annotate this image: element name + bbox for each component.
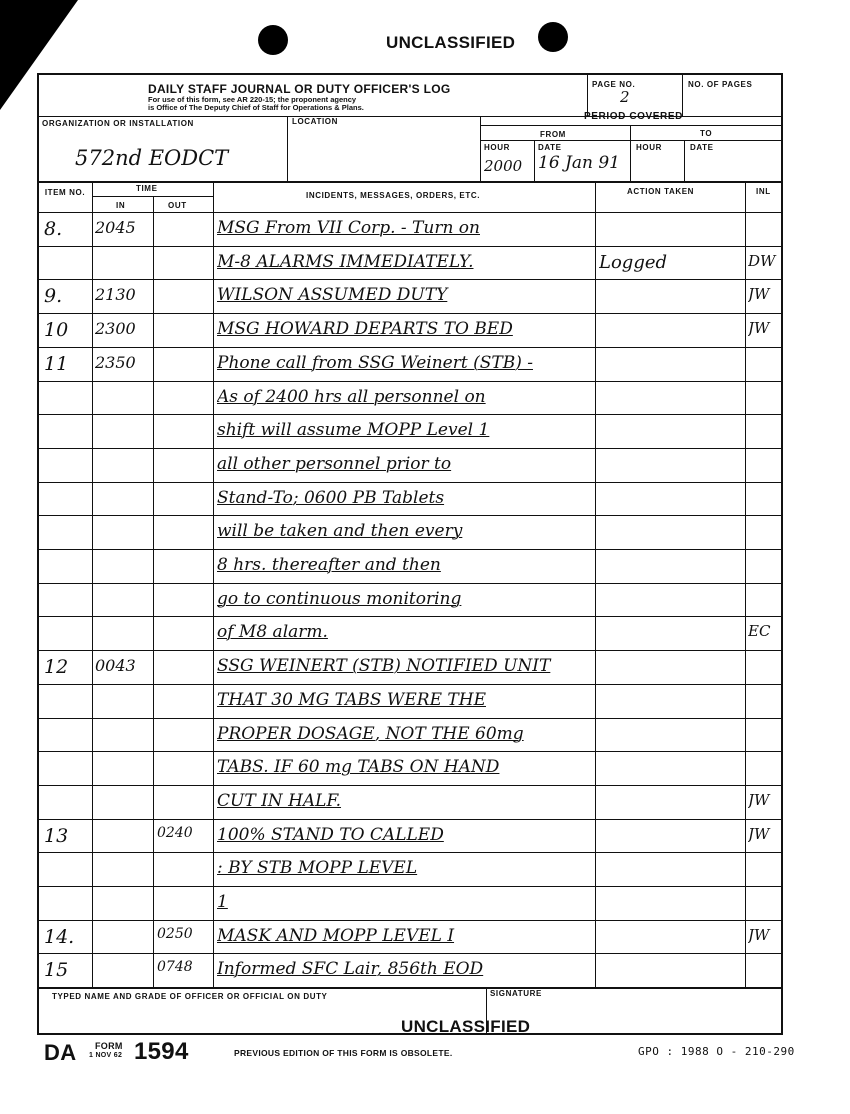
location-label: LOCATION [292,117,338,126]
row-divider [37,515,783,516]
row-initials: JW [748,824,770,843]
row-divider [37,920,783,921]
row-entry-text: CUT IN HALF. [217,790,342,811]
row-divider [37,482,783,483]
row-entry-text: Phone call from SSG Weinert (STB) - [217,352,533,373]
from-date-value: 16 Jan 91 [538,153,620,173]
signature-label: SIGNATURE [490,989,542,998]
row-entry-text: PROPER DOSAGE, NOT THE 60mg [217,723,524,744]
form-da: DA [44,1040,77,1065]
row-divider [37,549,783,550]
row-entry-text: MSG From VII Corp. - Turn on [217,218,480,238]
row-divider [37,583,783,584]
row-entry-text: 1 [217,892,228,912]
col-item-label: ITEM NO. [44,188,86,197]
row-entry-text: : BY STB MOPP LEVEL [217,858,418,879]
row-time-in: 2130 [95,285,136,305]
row-item-number: 13 [44,824,69,847]
row-divider [37,886,783,887]
row-item-number: 9. [44,285,63,308]
org-label: ORGANIZATION OR INSTALLATION [42,119,194,128]
row-divider [37,785,783,786]
row-item-number: 12 [44,656,69,679]
row-divider [37,347,783,348]
gpo-code: GPO : 1988 O - 210-290 [638,1045,795,1058]
punch-hole-right [538,22,568,52]
row-entry-text: go to continuous monitoring [217,588,462,609]
row-divider [37,414,783,415]
row-initials: JW [748,925,770,944]
form-subtitle-1: For use of this form, see AR 220-15; the proponent agency [148,95,357,104]
page-no-value: 2 [620,88,630,106]
row-entry-text: Stand-To; 0600 PB Tablets [217,487,445,508]
row-action-taken: Logged [599,251,668,273]
col-time-label: TIME [136,184,158,193]
form-number: 1594 [134,1038,189,1065]
row-initials: JW [748,319,770,338]
form-small-2: 1 NOV 62 [89,1052,123,1059]
row-initials: JW [748,790,770,809]
no-of-pages-label: NO. OF PAGES [688,80,753,89]
row-time-out: 0250 [157,925,193,942]
row-entry-text: shift will assume MOPP Level 1 [217,420,490,441]
row-item-number: 14. [44,925,75,948]
row-time-in: 0043 [95,656,136,676]
col-in-label: IN [116,201,126,210]
typed-name-label: TYPED NAME AND GRADE OF OFFICER OR OFFICIAL ON DUTY [52,992,328,1001]
row-entry-text: SSG WEINERT (STB) NOTIFIED UNIT [217,656,551,677]
row-entry-text: MASK AND MOPP LEVEL I [217,925,455,946]
previous-edition-note: PREVIOUS EDITION OF THIS FORM IS OBSOLETE. [234,1048,453,1058]
row-entry-text: M-8 ALARMS IMMEDIATELY. [217,251,474,272]
classification-top: UNCLASSIFIED [386,33,516,52]
col-out-label: OUT [168,201,187,210]
row-initials: EC [748,622,771,641]
form-subtitle-2: is Office of The Deputy Chief of Staff for Operations & Plans. [148,103,364,112]
to-hour-label: HOUR [636,143,662,152]
from-hour-label: HOUR [484,143,510,152]
row-item-number: 8. [44,218,63,240]
row-initials: DW [748,251,776,270]
row-divider [37,381,783,382]
classification-bottom: UNCLASSIFIED [401,1017,531,1036]
row-entry-text: of M8 alarm. [217,622,328,643]
col-action-label: ACTION TAKEN [627,187,695,196]
row-time-in: 2300 [95,319,136,339]
row-entry-text: Informed SFC Lair, 856th EOD [217,959,484,980]
row-time-in: 2350 [95,352,136,372]
row-divider [37,279,783,280]
to-date-label: DATE [690,143,714,152]
row-divider [37,953,783,954]
row-entry-text: 100% STAND TO CALLED [217,824,444,845]
row-entry-text: THAT 30 MG TABS WERE THE [217,689,486,710]
from-label: FROM [540,130,566,139]
form-small-1: FORM [95,1041,123,1051]
row-initials: JW [748,285,770,304]
row-divider [37,751,783,752]
row-divider [37,819,783,820]
row-entry-text: As of 2400 hrs all personnel on [217,386,486,407]
row-divider [37,718,783,719]
row-divider [37,852,783,853]
from-date-label: DATE [538,143,562,152]
row-entry-text: TABS. IF 60 mg TABS ON HAND [217,757,500,778]
row-divider [37,313,783,314]
row-entry-text: MSG HOWARD DEPARTS TO BED [217,319,513,340]
row-time-out: 0748 [157,959,193,976]
form-title: DAILY STAFF JOURNAL OR DUTY OFFICER'S LOG [148,82,451,96]
col-incidents-label: INCIDENTS, MESSAGES, ORDERS, ETC. [306,191,481,200]
punch-hole-left [258,25,288,55]
col-inl-label: INL [756,187,771,196]
row-divider [37,684,783,685]
row-item-number: 15 [44,959,69,982]
page-no-label: PAGE NO. [592,80,636,89]
row-item-number: 11 [44,352,69,375]
row-entry-text: WILSON ASSUMED DUTY [217,285,448,306]
row-entry-text: all other personnel prior to [217,453,452,474]
row-divider [37,650,783,651]
row-entry-text: will be taken and then every [217,521,463,542]
from-hour-value: 2000 [484,157,523,175]
row-divider [37,448,783,449]
to-label: TO [700,129,713,138]
row-time-in: 2045 [95,218,136,237]
row-time-out: 0240 [157,824,193,841]
row-entry-text: 8 hrs. thereafter and then [217,555,441,575]
row-item-number: 10 [44,319,69,342]
org-value: 572nd EODCT [75,146,229,170]
row-divider [37,246,783,247]
row-divider [37,616,783,617]
period-covered-label: PERIOD COVERED [584,111,683,122]
